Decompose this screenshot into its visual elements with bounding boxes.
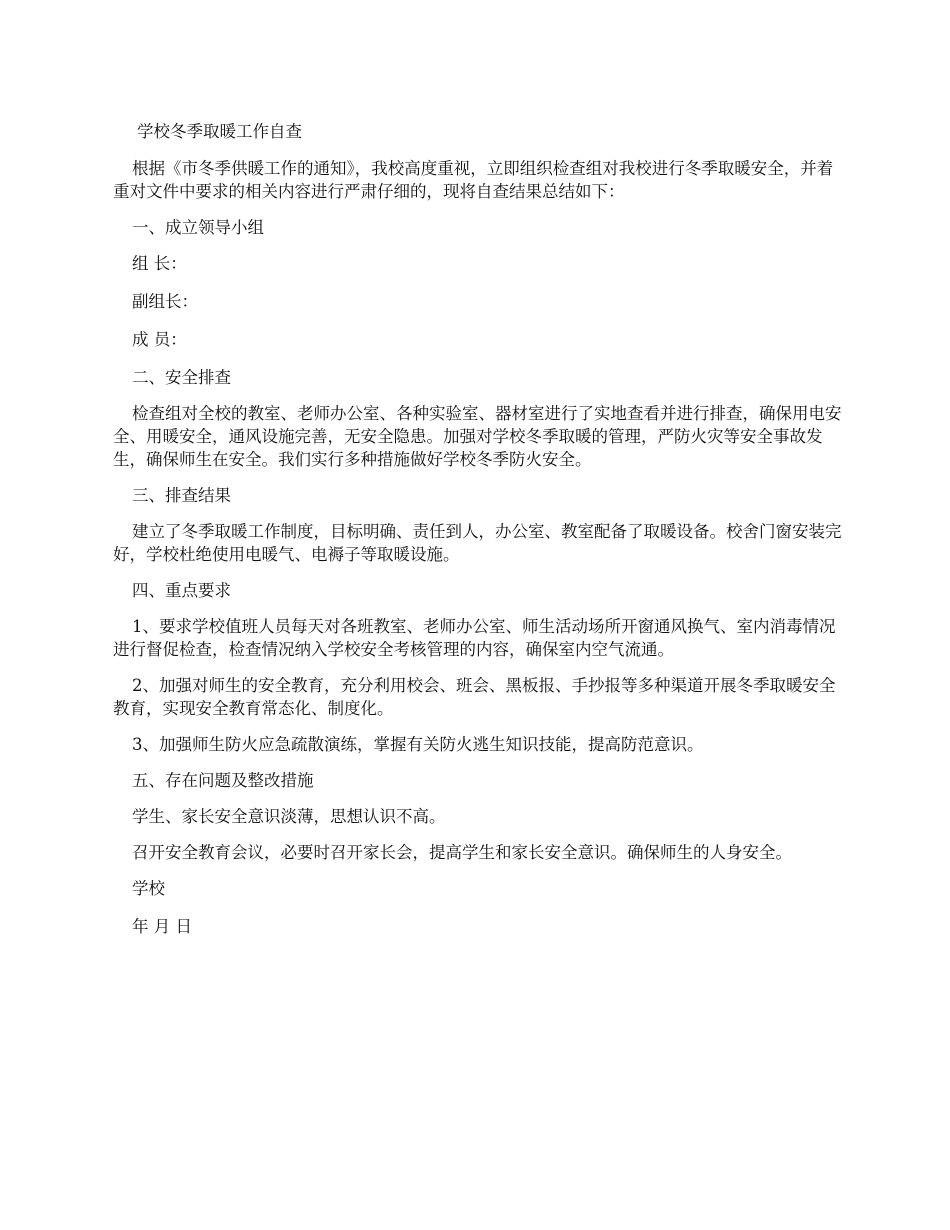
signature-line: 学校	[132, 879, 165, 898]
section-heading-key-requirements: 四、重点要求	[132, 581, 231, 600]
problem-paragraph: 学生、家长安全意识淡薄，思想认识不高。	[132, 807, 446, 826]
check-results-paragraph: 建立了冬季取暖工作制度，目标明确、责任到人，办公室、教室配备了取暖设备。校舍门窗安装完好，学校杜绝使用电暖气、电褥子等取暖设施。	[113, 522, 842, 564]
document-body	[113, 120, 843, 953]
requirement-item-1: 1、要求学校值班人员每天对各班教室、老师办公室、师生活动场所开窗通风换气、室内消毒情况进行督促检查，检查情况纳入学校安全考核管理的内容，确保室内空气流通。	[113, 617, 836, 659]
intro-paragraph: 根据《市冬季供暖工作的通知》，我校高度重视，立即组织检查组对我校进行冬季取暖安全，并着重对文件中要求的相关内容进行严肃仔细的，现将自查结果总结如下：	[113, 159, 834, 201]
requirement-item-2: 2、加强对师生的安全教育，充分利用校会、班会、黑板报、手抄报等多种渠道开展冬季取暖安全教育，实现安全教育常态化、制度化。	[113, 676, 836, 718]
safety-check-paragraph: 检查组对全校的教室、老师办公室、各种实验室、器材室进行了实地查看并进行排查，确保用电安全、用暖安全，通风设施完善，无安全隐患。加强对学校冬季取暖的管理，严防火灾等安全事故发生，确保师生在安全。我们实行多种措施做好学校冬季防火安全。	[113, 404, 842, 469]
measure-paragraph: 召开安全教育会议，必要时召开家长会，提高学生和家长安全意识。确保师生的人身安全。	[132, 843, 792, 862]
document-title: 学校冬季取暖工作自查	[137, 122, 302, 141]
requirement-item-3: 3、加强师生防火应急疏散演练，掌握有关防火逃生知识技能，提高防范意识。	[132, 735, 704, 754]
members-line: 成 员：	[132, 330, 187, 349]
section-heading-check-results: 三、排查结果	[132, 486, 231, 505]
date-line: 年 月 日	[132, 917, 192, 936]
section-heading-problems-measures: 五、存在问题及整改措施	[132, 771, 314, 790]
section-heading-safety-check: 二、安全排查	[132, 368, 231, 387]
section-heading-leadership: 一、成立领导小组	[132, 218, 264, 237]
deputy-leader-line: 副组长：	[132, 292, 198, 311]
leader-line: 组 长：	[132, 254, 187, 273]
